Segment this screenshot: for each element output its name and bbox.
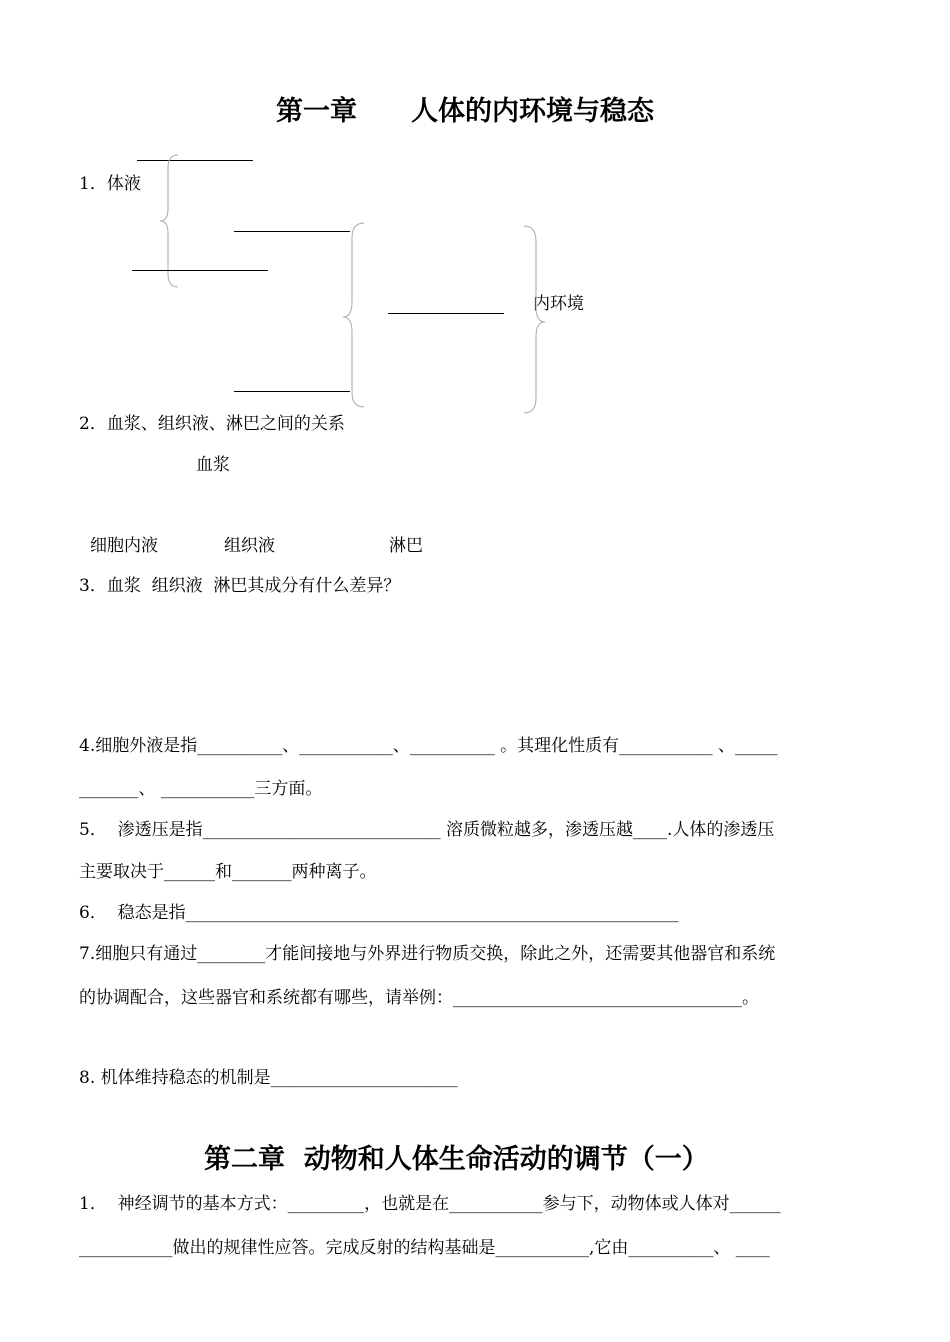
q7-line2: 的协调配合，这些器官和系统都有哪些，请举例：__________________________________。: [79, 988, 759, 1008]
q5-line1: 5． 渗透压是指____________________________ 溶质微粒越多，渗透压越____.人体的渗透压: [79, 820, 775, 840]
q4-line2: _______、 ___________三方面。: [79, 779, 323, 799]
blank-line: [132, 270, 268, 271]
blank-line: [137, 160, 253, 161]
middle-brace: [340, 222, 368, 408]
lymph-label: 淋巴: [389, 536, 423, 556]
ch2-q1-line2: ___________做出的规律性应答。完成反射的结构基础是___________,它由__________、 ____: [79, 1238, 770, 1258]
blank-line: [234, 231, 350, 232]
chapter1-title: 第一章 人体的内环境与稳态: [276, 96, 654, 127]
chapter2-title: 第二章 动物和人体生命活动的调节（一）: [204, 1144, 709, 1175]
q5-line2: 主要取决于______和_______两种离子。: [79, 862, 377, 882]
inner-environment-label: 内环境: [533, 294, 584, 314]
right-brace: [520, 225, 548, 415]
blank-line: [234, 391, 350, 392]
plasma-label: 血浆: [196, 455, 230, 475]
q6-question: 6． 稳态是指__________________________________________________________: [79, 903, 679, 923]
ch2-q1-line1: 1． 神经调节的基本方式：_________，也就是在___________参与下，动物体或人体对______: [79, 1194, 781, 1214]
q3-question: 3．血浆 组织液 淋巴其成分有什么差异？: [79, 576, 401, 596]
cell-fluid-label: 细胞内液: [90, 536, 158, 556]
q4-line1: 4.细胞外液是指__________、___________、__________ 。其理化性质有___________ 、_____: [79, 736, 778, 756]
q1-label: 1．体液: [79, 174, 141, 194]
blank-line: [388, 313, 504, 314]
tissue-fluid-label: 组织液: [224, 536, 275, 556]
left-brace: [158, 154, 182, 288]
q7-line1: 7.细胞只有通过________才能间接地与外界进行物质交换，除此之外，还需要其他器官和系统: [79, 944, 776, 964]
q2-question: 2．血浆、组织液、淋巴之间的关系: [79, 414, 345, 434]
q8-question: 8. 机体维持稳态的机制是______________________: [79, 1068, 458, 1088]
